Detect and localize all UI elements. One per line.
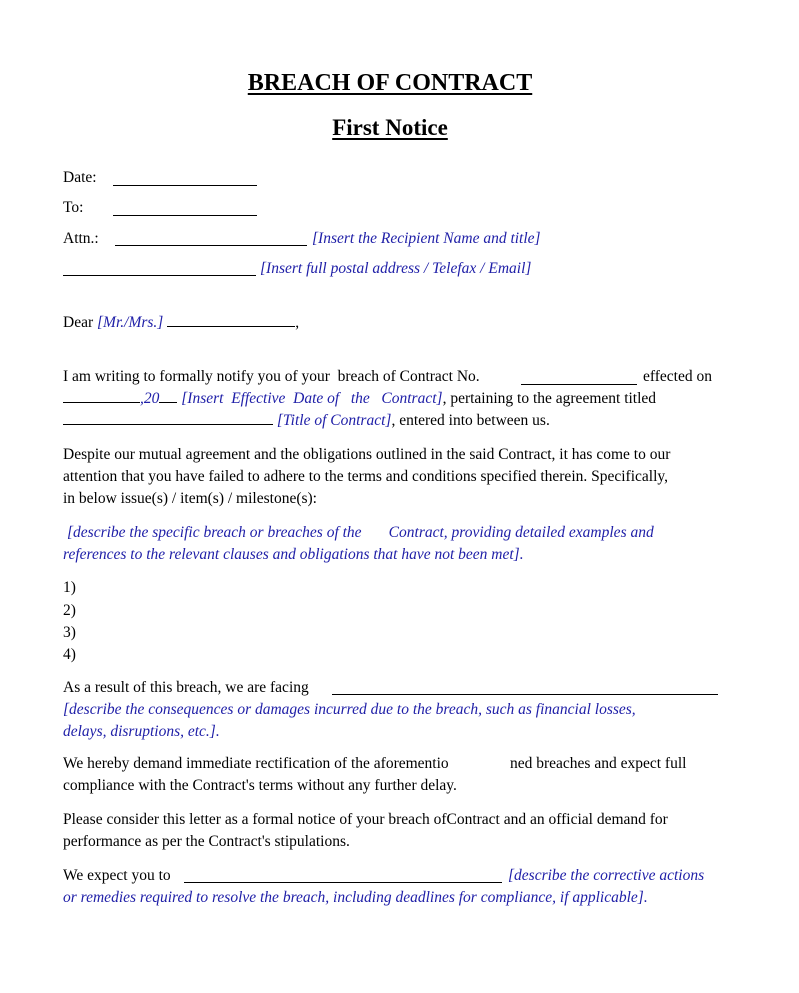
corrective-actions-placeholder-line2: or remedies required to resolve the breach, including deadlines for compliance, if applicable]. <box>63 889 648 906</box>
address-blank[interactable] <box>63 261 256 276</box>
attn-label: Attn.: <box>63 230 99 247</box>
list-item: 2) <box>63 602 76 619</box>
salutation <box>63 312 299 334</box>
para7-line1: We expect you to <box>63 867 171 884</box>
consequences-blank[interactable] <box>332 680 718 695</box>
document-subtitle: First Notice <box>332 115 448 140</box>
contract-title-blank[interactable] <box>63 410 273 425</box>
para5-line2: compliance with the Contract's terms without any further delay. <box>63 777 457 794</box>
para1-line3 <box>63 410 550 432</box>
para2-line2: attention that you have failed to adhere to the terms and conditions specified therein. Specifically, <box>63 468 669 485</box>
list-item: 1) <box>63 579 76 596</box>
attn-placeholder: [Insert the Recipient Name and title] <box>312 230 541 247</box>
para6-line2: performance as per the Contract's stipulations. <box>63 833 350 850</box>
corrective-actions-placeholder-line1: [describe the corrective actions <box>508 867 705 884</box>
to-blank[interactable] <box>113 201 257 216</box>
to-field-row <box>63 197 83 219</box>
para5-line1a: We hereby demand immediate rectification of the aforementio <box>63 755 449 772</box>
para5-line1b: ned breaches and expect full <box>510 755 687 772</box>
para2-line1: Despite our mutual agreement and the obligations outlined in the said Contract, it has come to our <box>63 446 671 463</box>
para1-text-c: , pertaining to the agreement titled <box>442 390 657 407</box>
attn-blank[interactable] <box>115 231 307 246</box>
breach-description-placeholder-line2: references to the relevant clauses and obligations that have not been met]. <box>63 546 524 563</box>
date-blank[interactable] <box>113 171 257 186</box>
to-label: To: <box>63 199 84 216</box>
year-blank[interactable] <box>159 388 177 403</box>
breach-description-placeholder-line1: [describe the specific breach or breaches of the Contract, providing detailed examples and <box>67 524 654 541</box>
recipient-name-blank[interactable] <box>167 312 295 327</box>
list-item: 3) <box>63 624 76 641</box>
para6-line1: Please consider this letter as a formal notice of your breach ofContract and an official demand for <box>63 811 668 828</box>
salutation-comma: , <box>295 314 300 331</box>
year-prefix: ,20 <box>140 390 160 407</box>
list-item: 4) <box>63 646 76 663</box>
dear-text: Dear <box>63 314 94 331</box>
title-placeholder: [Mr./Mrs.] <box>97 314 164 331</box>
effective-date-blank[interactable] <box>63 388 140 403</box>
para1-text-d: , entered into between us. <box>391 412 550 429</box>
para1-line2 <box>63 388 656 410</box>
consequences-placeholder-line2: delays, disruptions, etc.]. <box>63 723 220 740</box>
date-field-row <box>63 167 97 189</box>
attn-field-row <box>63 228 99 250</box>
effective-date-placeholder: [Insert Effective Date of the Contract] <box>181 390 443 407</box>
date-label: Date: <box>63 169 97 186</box>
address-placeholder: [Insert full postal address / Telefax / Email] <box>260 260 532 277</box>
para2-line3: in below issue(s) / item(s) / milestone(s): <box>63 490 317 507</box>
para1-text-a: I am writing to formally notify you of your breach of Contract No. <box>63 368 480 385</box>
para4-line1: As a result of this breach, we are facing <box>63 679 309 696</box>
consequences-placeholder-line1: [describe the consequences or damages incurred due to the breach, such as financial losses, <box>63 701 636 718</box>
corrective-actions-blank[interactable] <box>184 868 502 883</box>
para1-line1 <box>63 366 480 388</box>
para1-text-b: effected on <box>643 368 712 385</box>
document-title: BREACH OF CONTRACT <box>247 70 533 96</box>
contract-number-blank[interactable] <box>521 370 637 385</box>
contract-title-placeholder: [Title of Contract] <box>276 412 392 429</box>
